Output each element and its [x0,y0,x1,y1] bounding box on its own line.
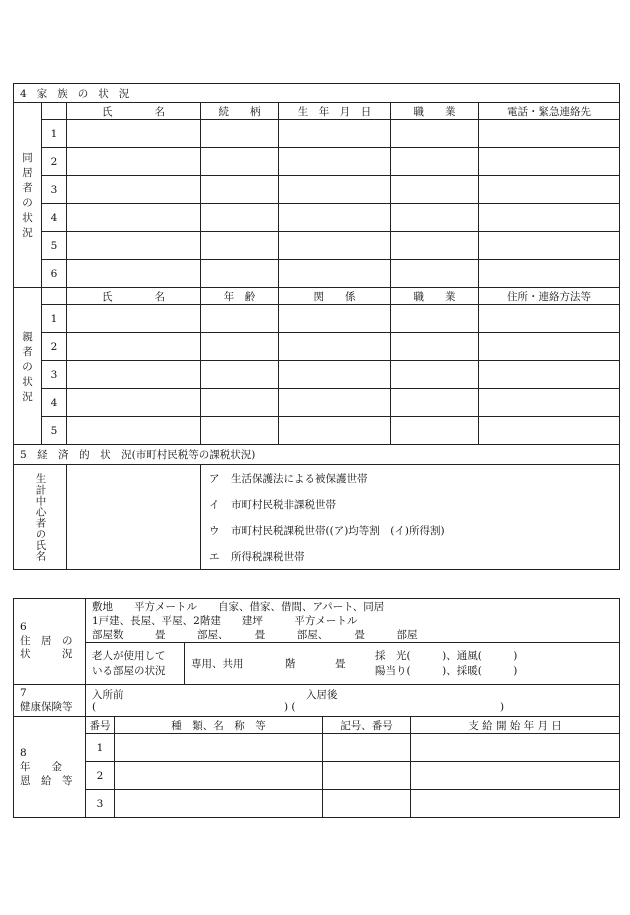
housing-details: 敷地 平方メートル 自家、借家、借間、アパート、同居 1戸建、長屋、平屋、2階建 建坪 平方メートル 部屋数 畳 部屋、 畳 部屋、 畳 部屋 [86,599,620,643]
relative-row: 2 [14,333,620,361]
pension-row: 2 [14,762,620,790]
relative-row: 4 [14,389,620,417]
name-field[interactable] [67,120,201,148]
elder-room-details: 専用、共用 階 畳 採 光( )、通風( ) 陽当り( )、採暖( ) [185,643,620,685]
cohabitant-row: 5 [14,232,620,260]
cohabitant-row: 1 [14,120,620,148]
breadwinner-name-field[interactable] [67,465,201,570]
header-occupation: 職 業 [391,288,479,305]
tax-status-options [201,465,620,570]
cohabitant-row: 4 [14,204,620,232]
section5-title: 5 経 済 的 状 況(市町村民税等の課税状況) [14,445,620,465]
header-number: 番号 [86,717,115,734]
name-field[interactable] [67,176,201,204]
insurance-label: 7 健康保険等 [14,685,86,717]
breadwinner-label: 生計中心者の氏名 [14,465,67,570]
header-relationship: 関 係 [279,288,391,305]
cohabitant-row: 6 [14,260,620,288]
name-field[interactable] [67,148,201,176]
pension-row: 1 [14,734,620,762]
header-type-name: 種 類、名 称 等 [115,717,323,734]
pension-row: 3 [14,790,620,818]
cohabitant-row: 3 [14,176,620,204]
pension-label: 8 年 金 恩 給 等 [14,717,86,818]
tax-option[interactable]: ア 生活保護法による被保護世帯 [209,472,368,485]
tax-option[interactable]: ウ 市町村民税課税世帯((ア)均等割 (イ)所得割) [209,524,445,537]
name-field[interactable] [67,260,201,288]
housing-label: 6 住 居 の 状 況 [14,599,86,685]
section4-title: 4 家 族 の 状 況 [14,84,620,103]
family-and-economic-table [13,83,620,570]
elder-room-label: 老人が使用して いる部屋の状況 [86,643,185,685]
header-start-date: 支 給 開 始 年 月 日 [411,717,620,734]
header-code: 記号、番号 [323,717,411,734]
relative-row: 5 [14,417,620,445]
tax-option[interactable]: イ 市町村民税非課税世帯 [209,498,336,511]
name-field[interactable] [67,232,201,260]
tax-option[interactable]: エ 所得税課税世帯 [209,550,305,563]
header-name: 氏 名 [67,288,201,305]
cohabitant-row: 2 [14,148,620,176]
cohabitants-label: 同 居 者 の 状 況 [14,103,42,288]
header-name: 氏 名 [67,103,201,120]
header-relation: 続 柄 [201,103,279,120]
header-address: 住所・連絡方法等 [479,288,620,305]
name-field[interactable] [67,204,201,232]
insurance-details[interactable]: 入所前 入居後 ( ) ( ) [86,685,620,717]
relative-row: 1 [14,305,620,333]
header-age: 年 齢 [201,288,279,305]
relatives-label: 親 者 の 状 況 [14,288,42,445]
header-contact: 電話・緊急連絡先 [479,103,620,120]
header-birthdate: 生 年 月 日 [279,103,391,120]
header-occupation: 職 業 [391,103,479,120]
housing-insurance-pension-table [13,598,620,818]
relative-row: 3 [14,361,620,389]
